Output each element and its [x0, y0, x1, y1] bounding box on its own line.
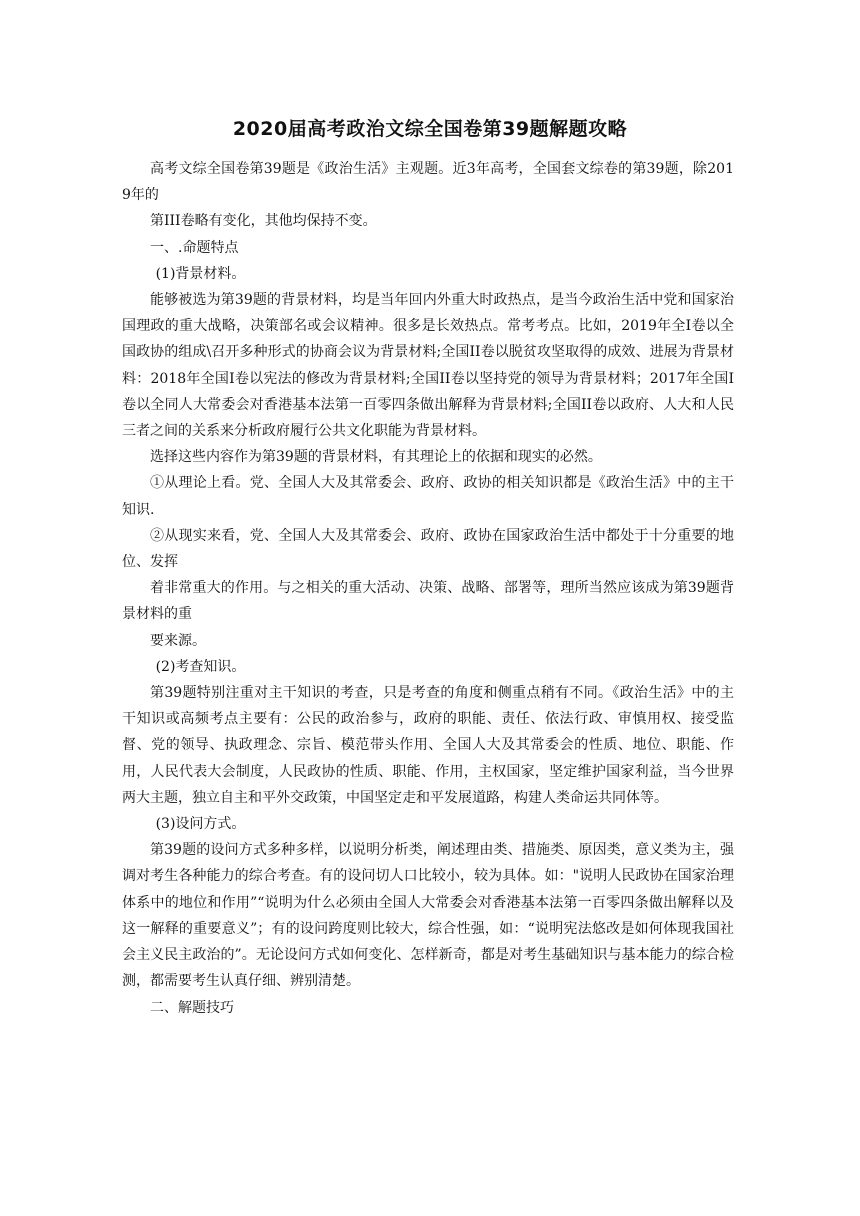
paragraph-selection-reason: 选择这些内容作为第39题的背景材料，有其理论上的依据和现实的必然。 [150, 449, 602, 466]
document-body [122, 156, 734, 1021]
document-title: 2020届高考政治文综全国卷第39题解题攻略 [232, 118, 628, 140]
paragraph-reality-continued: 着非常重大的作用。与之相关的重大活动、决策、战略、部署等，理所当然应该成为第39题背景材料的重 [122, 580, 734, 623]
section-heading-1: 一、.命题特点 [150, 239, 239, 256]
subheading-background-material: (1)背景材料。 [155, 265, 246, 282]
subheading-knowledge: (2)考查知识。 [155, 658, 246, 675]
section-heading-2: 二、解题技巧 [150, 999, 234, 1016]
paragraph-intro-continued: 第III卷略有变化，其他均保持不变。 [150, 213, 377, 230]
paragraph-reality: ②从现实来看，党、全国人大及其常委会、政府、政协在国家政治生活中都处于十分重要的地位、发挥 [122, 527, 734, 571]
paragraph-background-material: 能够被选为第39题的背景材料，均是当年回内外重大时政热点，是当今政治生活中党和国家治国理政的重大战略，决策部名或会议精神。很多是长效热点。常考考点。比如，2019年全Ⅰ卷以全国政协的组成\召开多种形式的协商会议为背景材料;全国II卷以脱贫攻坚取得的成效、进展为背景材料：2018年全国Ⅰ卷以宪法的修改为背景材料;全国II卷以坚持党的领导为背景材料；2017年全国Ⅰ卷以全同人大常委会对香港基本法第一百零四条做出解释为背景材料;全国II卷以政府、人大和人民三者之间的关系来分析政府履行公共文化职能为背景材料。 [122, 292, 734, 440]
paragraph-question-style: 第39题的设问方式多种多样，以说明分析类，阐述理由类、措施类、原因类，意义类为主，强调对考生各种能力的综合考查。有的设问切人口比较小，较为具体。如："说明人民政协在国家治理体系中的地位和作用”“说明为什么必须由全国人大常委会对香港基本法第一百零四条做出解释以及这一解释的重要意义”；有的设问跨度则比较大，综合性强，如：“说明宪法悠改是如何体现我国社会主义民主政治的”。无论设问方式如何变化、怎样新奇，都是对考生基础知识与基本能力的综合检测，都需要考生认真仔细、辨别清楚。 [122, 842, 734, 990]
subheading-question-style: (3)设问方式。 [155, 816, 246, 833]
paragraph-theory: ①从理论上看。党、全国人大及其常委会、政府、政协的相关知识都是《政治生活》中的主干知识. [122, 475, 734, 518]
paragraph-knowledge: 第39题特别注重对主干知识的考查，只是考查的角度和侧重点稍有不同。《政治生活》中的主干知识或高频考点主要有：公民的政治参与，政府的职能、责任、依法行政、审慎用权、接受监督、党的领导、执政理念、宗旨、模范带头作用、全国人大及其常委会的性质、地位、职能、作用，人民代表大会制度，人民政协的性质、职能、作用，主权国家，坚定维护国家利益，当今世界两大主题，独立自主和平外交政策，中国坚定走和平发展道路，构建人类命运共同体等。 [122, 685, 734, 806]
paragraph-intro: 高考文综全国卷第39题是《政治生活》主观题。近3年高考，全国套文综卷的第39题，除2019年的 [122, 161, 734, 204]
paragraph-reality-end: 要来源。 [150, 632, 206, 649]
